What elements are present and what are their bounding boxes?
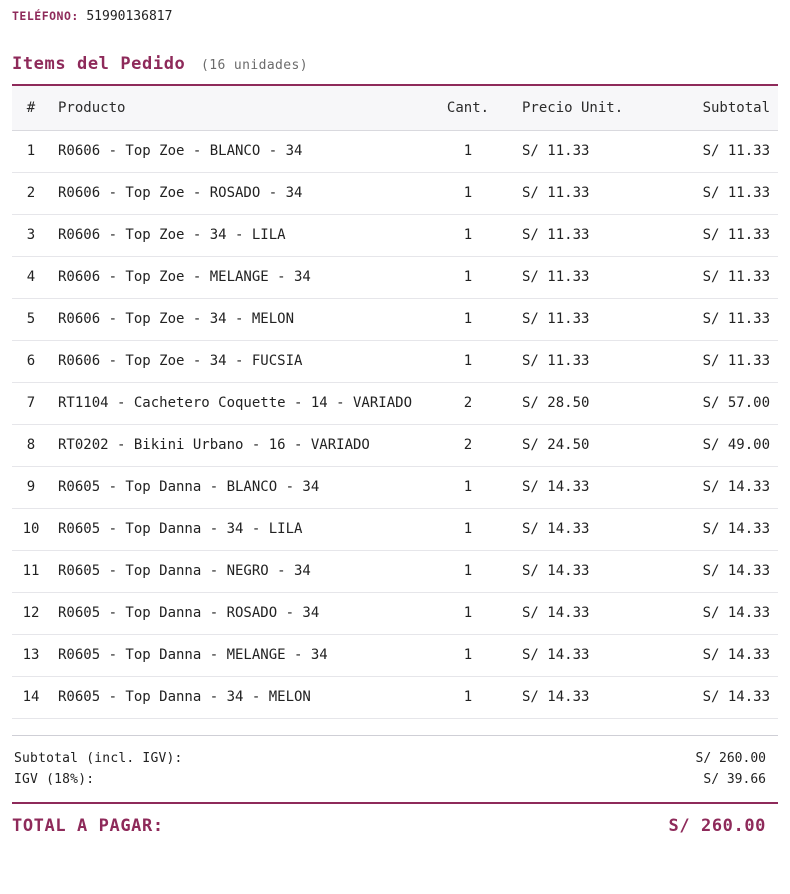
- column-header-unit-price: Precio Unit.: [514, 85, 644, 131]
- cell-quantity: 1: [422, 299, 514, 341]
- cell-subtotal: S/ 14.33: [644, 551, 778, 593]
- cell-subtotal: S/ 14.33: [644, 635, 778, 677]
- cell-number: 6: [12, 341, 50, 383]
- subtotal-label: Subtotal (incl. IGV):: [14, 751, 183, 767]
- cell-product: R0605 - Top Danna - BLANCO - 34: [50, 467, 422, 509]
- cell-number: 1: [12, 131, 50, 173]
- cell-number: 10: [12, 509, 50, 551]
- cell-product: R0606 - Top Zoe - ROSADO - 34: [50, 173, 422, 215]
- cell-number: 13: [12, 635, 50, 677]
- table-row: [12, 173, 778, 215]
- cell-unit-price: S/ 11.33: [514, 131, 644, 173]
- cell-number: 5: [12, 299, 50, 341]
- cell-quantity: 1: [422, 131, 514, 173]
- cell-quantity: 1: [422, 509, 514, 551]
- cell-product: R0605 - Top Danna - MELANGE - 34: [50, 635, 422, 677]
- table-header: [12, 85, 778, 131]
- table-row: [12, 383, 778, 425]
- phone-line: [12, 0, 778, 26]
- phone-value: 51990136817: [86, 9, 173, 24]
- cell-number: 8: [12, 425, 50, 467]
- cell-number: 14: [12, 677, 50, 719]
- cell-product: R0605 - Top Danna - ROSADO - 34: [50, 593, 422, 635]
- cell-product: R0606 - Top Zoe - BLANCO - 34: [50, 131, 422, 173]
- cell-product: R0605 - Top Danna - 34 - LILA: [50, 509, 422, 551]
- subtotal-value: S/ 260.00: [695, 751, 766, 767]
- cell-unit-price: S/ 11.33: [514, 173, 644, 215]
- cell-unit-price: S/ 14.33: [514, 551, 644, 593]
- table-row: [12, 593, 778, 635]
- cell-quantity: 1: [422, 467, 514, 509]
- cell-number: 4: [12, 257, 50, 299]
- cell-quantity: 1: [422, 635, 514, 677]
- subtotal-row: [12, 748, 778, 769]
- table-row: [12, 131, 778, 173]
- cell-quantity: 1: [422, 593, 514, 635]
- cell-number: 12: [12, 593, 50, 635]
- cell-quantity: 1: [422, 215, 514, 257]
- cell-subtotal: S/ 11.33: [644, 131, 778, 173]
- cell-number: 3: [12, 215, 50, 257]
- cell-number: 11: [12, 551, 50, 593]
- column-header-number: #: [12, 85, 50, 131]
- column-header-subtotal: Subtotal: [644, 85, 778, 131]
- column-header-quantity: Cant.: [422, 85, 514, 131]
- igv-row: [12, 769, 778, 790]
- cell-unit-price: S/ 14.33: [514, 509, 644, 551]
- igv-value: S/ 39.66: [703, 772, 766, 788]
- cell-quantity: 1: [422, 677, 514, 719]
- cell-subtotal: S/ 11.33: [644, 299, 778, 341]
- table-row: [12, 467, 778, 509]
- cell-quantity: 1: [422, 341, 514, 383]
- cell-unit-price: S/ 11.33: [514, 257, 644, 299]
- cell-number: 7: [12, 383, 50, 425]
- cell-product: R0605 - Top Danna - NEGRO - 34: [50, 551, 422, 593]
- table-row: [12, 509, 778, 551]
- cell-product: RT0202 - Bikini Urbano - 16 - VARIADO: [50, 425, 422, 467]
- cell-number: 9: [12, 467, 50, 509]
- column-header-product: Producto: [50, 85, 422, 131]
- table-row: [12, 257, 778, 299]
- table-row: [12, 341, 778, 383]
- cell-number: 2: [12, 173, 50, 215]
- cell-unit-price: S/ 11.33: [514, 341, 644, 383]
- cell-subtotal: S/ 57.00: [644, 383, 778, 425]
- cell-subtotal: S/ 49.00: [644, 425, 778, 467]
- igv-label: IGV (18%):: [14, 772, 95, 788]
- phone-label: TELÉFONO:: [12, 9, 79, 23]
- table-header-row: [12, 85, 778, 131]
- cell-unit-price: S/ 14.33: [514, 467, 644, 509]
- grand-total-row: [12, 802, 778, 836]
- table-row: [12, 551, 778, 593]
- units-count: (16 unidades): [201, 58, 308, 73]
- cell-product: R0606 - Top Zoe - 34 - LILA: [50, 215, 422, 257]
- cell-quantity: 1: [422, 551, 514, 593]
- cell-subtotal: S/ 11.33: [644, 215, 778, 257]
- cell-quantity: 1: [422, 257, 514, 299]
- table-body: [12, 131, 778, 719]
- cell-unit-price: S/ 11.33: [514, 299, 644, 341]
- section-header: [12, 54, 778, 74]
- cell-subtotal: S/ 14.33: [644, 593, 778, 635]
- grand-total-value: S/ 260.00: [668, 816, 766, 837]
- cell-subtotal: S/ 11.33: [644, 257, 778, 299]
- cell-subtotal: S/ 14.33: [644, 677, 778, 719]
- order-items-table: [12, 84, 778, 719]
- table-row: [12, 299, 778, 341]
- cell-subtotal: S/ 11.33: [644, 173, 778, 215]
- cell-subtotal: S/ 14.33: [644, 509, 778, 551]
- cell-unit-price: S/ 24.50: [514, 425, 644, 467]
- table-row: [12, 425, 778, 467]
- cell-subtotal: S/ 14.33: [644, 467, 778, 509]
- totals-section: [12, 735, 778, 790]
- cell-quantity: 2: [422, 383, 514, 425]
- cell-unit-price: S/ 28.50: [514, 383, 644, 425]
- cell-unit-price: S/ 14.33: [514, 677, 644, 719]
- cell-quantity: 1: [422, 173, 514, 215]
- cell-unit-price: S/ 11.33: [514, 215, 644, 257]
- table-row: [12, 635, 778, 677]
- page-title: Items del Pedido: [12, 54, 186, 74]
- table-row: [12, 215, 778, 257]
- cell-unit-price: S/ 14.33: [514, 593, 644, 635]
- cell-product: RT1104 - Cachetero Coquette - 14 - VARIADO: [50, 383, 422, 425]
- cell-unit-price: S/ 14.33: [514, 635, 644, 677]
- cell-product: R0605 - Top Danna - 34 - MELON: [50, 677, 422, 719]
- cell-subtotal: S/ 11.33: [644, 341, 778, 383]
- cell-quantity: 2: [422, 425, 514, 467]
- cell-product: R0606 - Top Zoe - 34 - MELON: [50, 299, 422, 341]
- table-row: [12, 677, 778, 719]
- cell-product: R0606 - Top Zoe - 34 - FUCSIA: [50, 341, 422, 383]
- grand-total-label: TOTAL A PAGAR:: [12, 816, 164, 837]
- cell-product: R0606 - Top Zoe - MELANGE - 34: [50, 257, 422, 299]
